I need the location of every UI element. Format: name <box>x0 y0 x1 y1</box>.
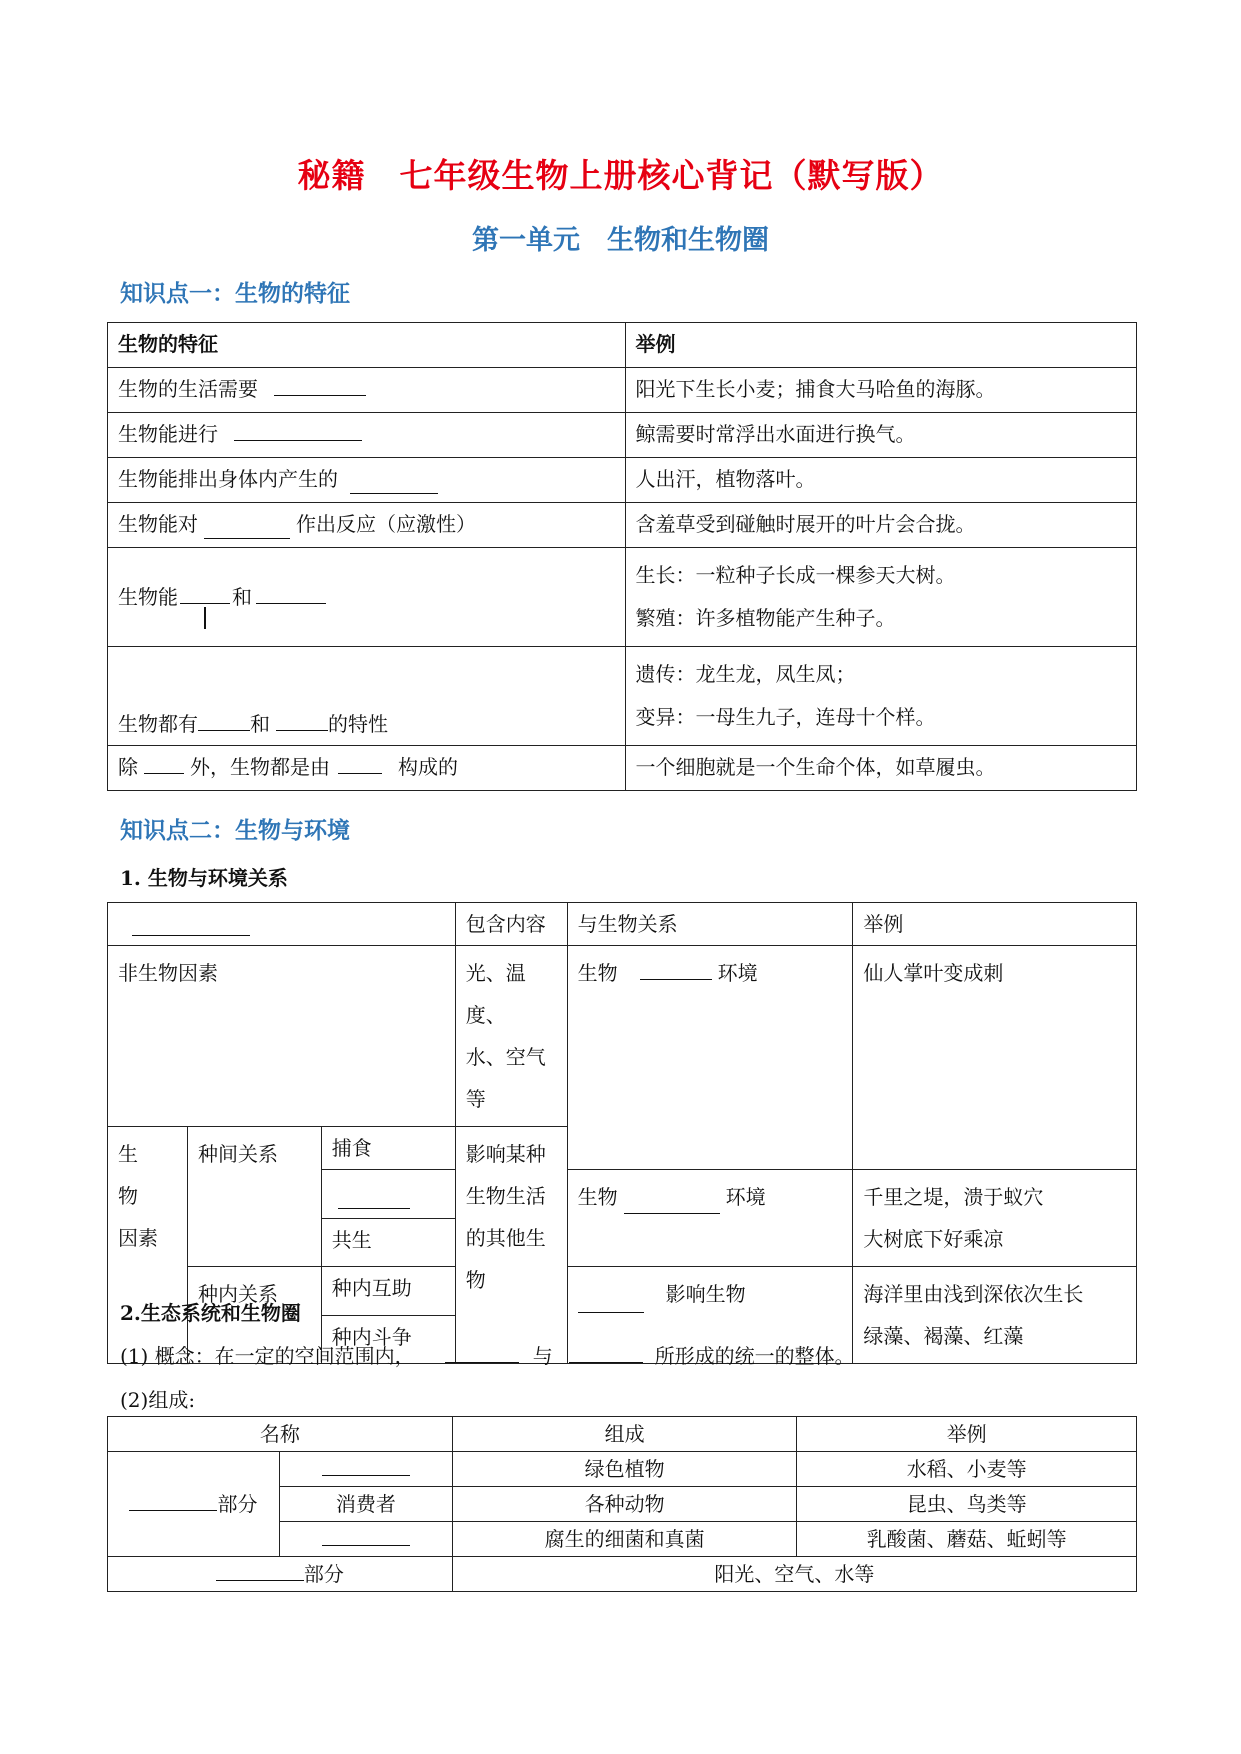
row-text: 生物能进行 <box>118 422 218 446</box>
subsection-1: 1. 生物与环境关系 <box>120 866 288 890</box>
relation-text: 影响生物 <box>665 1282 746 1306</box>
fill-blank[interactable] <box>338 753 382 774</box>
ecosystem-composition-table <box>107 1416 1137 1592</box>
row-text: 生物能对 <box>118 512 198 536</box>
biotic-factor <box>108 1127 188 1364</box>
example-cell <box>625 647 1136 746</box>
fill-blank[interactable] <box>274 375 366 396</box>
interspecific: 种间关系 <box>187 1127 321 1267</box>
fill-blank[interactable] <box>624 1193 720 1214</box>
header-example: 举例 <box>797 1417 1137 1452</box>
document-title: 秘籍 七年级生物上册核心背记（默写版） <box>297 156 944 195</box>
example-line: 大树底下好乘凉 <box>863 1227 1004 1251</box>
example-cell <box>853 1267 1137 1364</box>
example-line: 绿藻、褐藻、红藻 <box>863 1324 1024 1348</box>
knowledge-point-2-heading: 知识点二：生物与环境 <box>120 817 350 844</box>
example-cell <box>853 1170 1137 1267</box>
abiotic-factor: 非生物因素 <box>108 946 456 1127</box>
row-text: 生物的生活需要 <box>118 377 258 401</box>
subsection-2: 2.生态系统和生物圈 <box>120 1301 301 1325</box>
table-row <box>108 1557 1137 1592</box>
example-cell: 阳光下生长小麦；捕食大马哈鱼的海豚。 <box>625 368 1136 413</box>
example-line: 千里之堤，溃于蚁穴 <box>863 1185 1044 1209</box>
fill-blank[interactable] <box>578 1292 644 1313</box>
header-example: 举例 <box>625 323 1136 368</box>
header-example: 举例 <box>853 903 1137 946</box>
content-line: 影响某种 <box>465 1142 546 1166</box>
fill-blank[interactable] <box>322 1455 410 1476</box>
example-cell <box>625 548 1136 647</box>
concept-text: 所形成的统一的整体。 <box>654 1344 855 1368</box>
row-text: 生物能 <box>118 585 178 609</box>
abiotic-content <box>455 946 567 1127</box>
fill-blank[interactable] <box>338 1188 410 1209</box>
content-line: 物 <box>465 1268 486 1292</box>
fill-blank[interactable] <box>132 915 250 936</box>
composition-cell: 各种动物 <box>452 1487 797 1522</box>
row-text: 除 <box>118 755 138 779</box>
symbiosis: 共生 <box>321 1218 455 1267</box>
header-content: 包含内容 <box>455 903 567 946</box>
example-line: 海洋里由浅到深依次生长 <box>863 1282 1084 1306</box>
example-cell: 昆虫、鸟类等 <box>797 1487 1137 1522</box>
fill-blank[interactable] <box>276 710 328 731</box>
composition-cell: 腐生的细菌和真菌 <box>452 1522 797 1557</box>
fill-blank[interactable] <box>256 583 326 604</box>
fill-blank[interactable] <box>204 518 290 539</box>
table-row <box>108 647 1137 746</box>
knowledge-point-1-heading: 知识点一：生物的特征 <box>120 280 350 307</box>
example-line: 遗传：龙生龙，凤生凤； <box>635 662 856 686</box>
example-line: 变异：一母生九子，连母十个样。 <box>635 705 936 729</box>
biotic-line: 因素 <box>118 1226 158 1250</box>
fill-blank[interactable] <box>445 1342 519 1363</box>
composition-cell: 绿色植物 <box>452 1452 797 1487</box>
stray-mark <box>204 607 206 629</box>
concept-text: (1) 概念：在一定的空间范围内， <box>120 1344 415 1368</box>
fill-blank[interactable] <box>180 583 230 604</box>
example-line: 生长：一粒种子长成一棵参天大树。 <box>635 563 956 587</box>
fill-blank[interactable] <box>198 710 250 731</box>
header-feature: 生物的特征 <box>108 323 626 368</box>
concept-text: 与 <box>532 1344 553 1368</box>
table-row <box>108 368 1137 413</box>
example-cell: 水稻、小麦等 <box>797 1452 1137 1487</box>
row-text: 外，生物都是由 <box>190 755 330 779</box>
row-text: 生物都有 <box>118 712 198 736</box>
composition-label: (2)组成: <box>120 1388 196 1412</box>
header-name: 名称 <box>108 1417 453 1452</box>
example-cell: 含羞草受到碰触时展开的叶片会合拢。 <box>625 503 1136 548</box>
relation-text: 环境 <box>717 961 758 985</box>
fill-blank[interactable] <box>569 1342 643 1363</box>
row-text: 和 <box>232 585 252 609</box>
content-line: 的其他生 <box>465 1226 546 1250</box>
content-line: 水、空气 <box>465 1045 546 1069</box>
example-cell: 仙人掌叶变成刺 <box>853 946 1137 1170</box>
relation-text: 环境 <box>725 1185 766 1209</box>
consumer: 消费者 <box>279 1487 452 1522</box>
biotic-line: 生 物 <box>118 1142 158 1208</box>
biotic-content <box>455 1127 567 1364</box>
example-cell: 乳酸菌、蘑菇、蚯蚓等 <box>797 1522 1137 1557</box>
fill-blank[interactable] <box>322 1525 410 1546</box>
table-row <box>108 1452 1137 1487</box>
table-header-row <box>108 903 1137 946</box>
row-text: 构成的 <box>398 755 458 779</box>
example-cell: 鲸需要时常浮出水面进行换气。 <box>625 413 1136 458</box>
fill-blank[interactable] <box>216 1560 304 1581</box>
part-label: 部分 <box>303 1562 344 1586</box>
intraspecific: 种内关系 <box>187 1267 321 1364</box>
table-row <box>108 746 1137 791</box>
row-text: 和 <box>250 712 270 736</box>
table-row <box>108 458 1137 503</box>
fill-blank[interactable] <box>350 473 438 494</box>
row-text: 生物能排出身体内产生的 <box>118 467 338 491</box>
relation-text: 生物 <box>577 961 618 985</box>
fill-blank[interactable] <box>129 1490 217 1511</box>
intra-help: 种内互助 <box>321 1267 455 1316</box>
table-header-row <box>108 323 1137 368</box>
example-cell: 一个细胞就是一个生命个体，如草履虫。 <box>625 746 1136 791</box>
part-label: 部分 <box>217 1492 258 1516</box>
example-cell: 人出汗，植物落叶。 <box>625 458 1136 503</box>
table-row <box>108 413 1137 458</box>
intra-fight: 种内斗争 <box>321 1315 455 1364</box>
table-row <box>108 503 1137 548</box>
example-line: 繁殖：许多植物能产生种子。 <box>635 606 896 630</box>
content-line: 光、温度、 <box>465 961 526 1027</box>
header-relation: 与生物关系 <box>567 903 853 946</box>
table-header-row <box>108 1417 1137 1452</box>
concept-line <box>120 1340 855 1369</box>
table-row <box>108 548 1137 647</box>
fill-blank[interactable] <box>640 959 712 980</box>
content-line: 等 <box>465 1087 486 1111</box>
predation: 捕食 <box>321 1127 455 1170</box>
characteristics-table <box>107 322 1137 791</box>
content-line: 生物生活 <box>465 1184 546 1208</box>
environment-relation-table <box>107 902 1137 1364</box>
header-composition: 组成 <box>452 1417 797 1452</box>
table-row <box>108 946 1137 1127</box>
row-text: 的特性 <box>328 712 388 736</box>
fill-blank[interactable] <box>234 420 362 441</box>
relation-text: 生物 <box>577 1185 618 1209</box>
row-text: 作出反应（应激性） <box>296 512 476 536</box>
fill-blank[interactable] <box>144 753 184 774</box>
composition-cell: 阳光、空气、水等 <box>452 1557 1136 1592</box>
unit-title: 第一单元 生物和生物圈 <box>472 225 769 256</box>
